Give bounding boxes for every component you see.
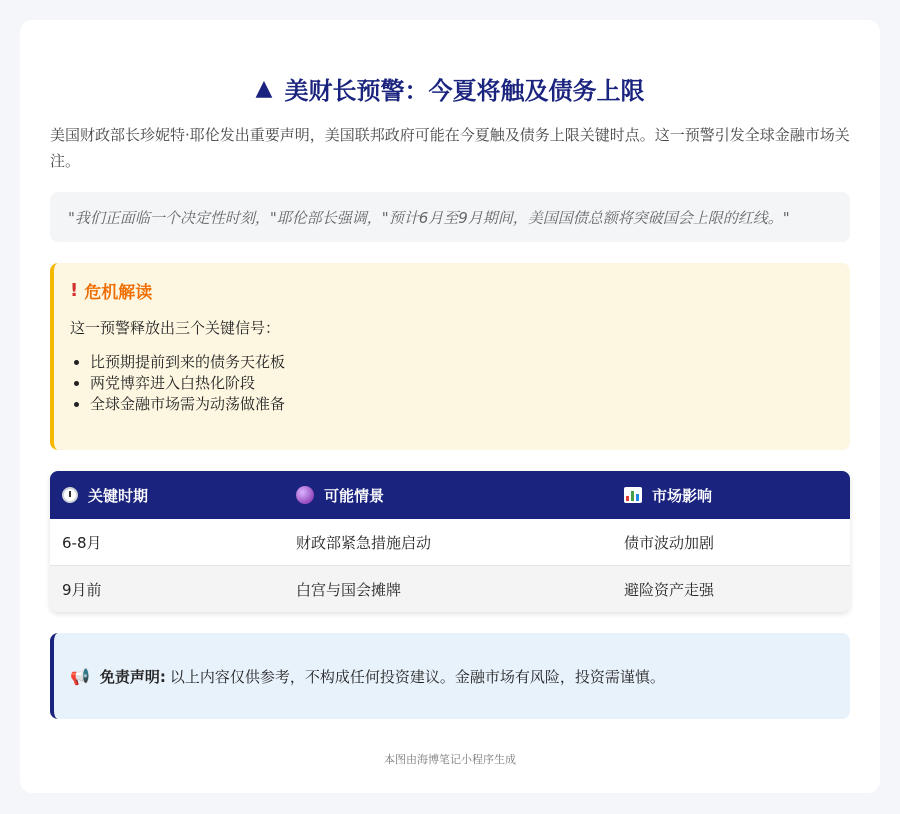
header-scenario xyxy=(284,485,612,506)
warning-triangle-icon: ▲ xyxy=(255,75,273,101)
disclaimer-text: 以上内容仅供参考，不构成任何投资建议。金融市场有风险，投资需谨慎。 xyxy=(169,667,665,686)
intro-paragraph: 美国财政部长珍妮特·耶伦发出重要声明，美国联邦政府可能在今夏触及债务上限关键时点。这一预警引发全球金融市场关注。 xyxy=(50,126,850,170)
crystal-ball-icon xyxy=(296,486,314,504)
crisis-title-text: 危机解读 xyxy=(84,282,153,303)
header-period xyxy=(50,485,284,506)
page-title xyxy=(50,70,850,106)
disclaimer-box xyxy=(50,633,850,719)
footer-note: 本图由海博笔记小程序生成 xyxy=(384,753,516,766)
table-header xyxy=(50,471,850,519)
crisis-intro: 这一预警释放出三个关键信号： xyxy=(70,319,281,337)
table-row xyxy=(50,519,850,566)
quote-block: "我们正面临一个决定性时刻，"耶伦部长强调，"预计6月至9月期间，美国国债总额将突破国会上限的红线。" xyxy=(50,192,850,242)
exclamation-icon: ! xyxy=(70,279,79,301)
table-cell: 9月前 xyxy=(62,580,102,599)
article-card xyxy=(20,20,880,793)
stopwatch-icon xyxy=(62,487,78,503)
header-scenario-label: 可能情景 xyxy=(324,486,385,505)
list-item: • 全球金融市场需为动荡做准备 xyxy=(90,394,834,415)
disclaimer-label: 免责声明: xyxy=(99,667,166,686)
megaphone-icon: 📢 xyxy=(70,666,90,686)
table-row xyxy=(50,566,850,612)
header-period-label: 关键时期 xyxy=(88,486,149,505)
crisis-title xyxy=(70,277,834,303)
title-text: 美财长预警：今夏将触及债务上限 xyxy=(284,76,645,105)
signal-list xyxy=(70,352,834,415)
list-item: • 比预期提前到来的债务天花板 xyxy=(90,352,834,373)
list-item: • 两党博弈进入白热化阶段 xyxy=(90,373,834,394)
table-cell: 白宫与国会摊牌 xyxy=(296,580,402,599)
table-cell: 避险资产走强 xyxy=(624,580,715,599)
table-cell: 财政部紧急措施启动 xyxy=(296,533,432,552)
header-impact xyxy=(612,485,850,506)
crisis-box xyxy=(50,263,850,450)
header-impact-label: 市场影响 xyxy=(652,486,713,505)
table-cell: 6-8月 xyxy=(62,533,102,552)
bar-chart-icon xyxy=(624,487,642,503)
timeline-table xyxy=(50,471,850,612)
table-cell: 债市波动加剧 xyxy=(624,533,715,552)
